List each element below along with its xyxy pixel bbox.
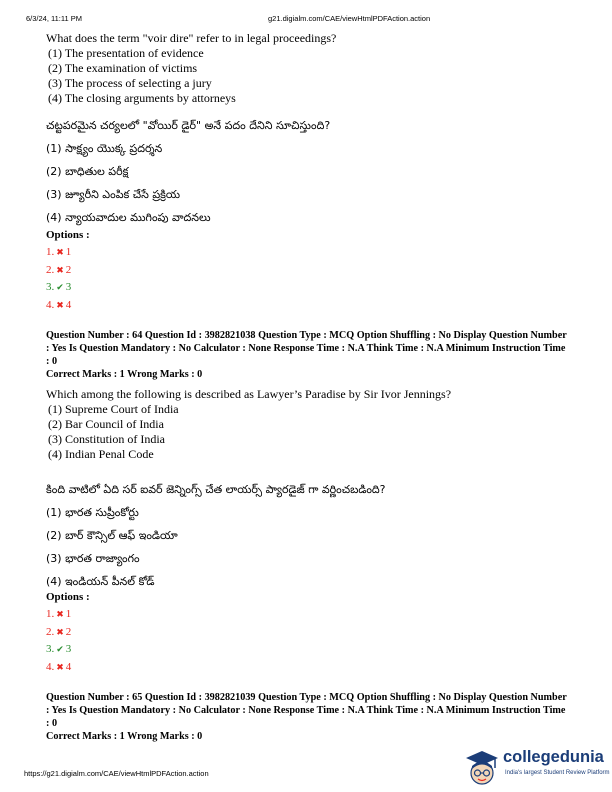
answer-option: 4. ✖ 4 xyxy=(46,660,72,673)
options-label: Options : xyxy=(46,229,90,241)
option-4: (4) The closing arguments by attorneys xyxy=(48,91,236,105)
cross-icon: ✖ xyxy=(56,248,64,258)
question-text: What does the term "voir dire" refer to in legal proceedings? xyxy=(46,31,337,45)
option-3: (3) The process of selecting a jury xyxy=(48,76,212,90)
options-label: Options : xyxy=(46,591,90,603)
print-datetime: 6/3/24, 11:11 PM xyxy=(26,14,83,23)
cross-icon: ✖ xyxy=(56,662,64,673)
option-1: (1) The presentation of evidence xyxy=(48,46,204,60)
mascot-icon xyxy=(462,748,502,788)
footer-url: https://g21.digialm.com/CAE/viewHtmlPDFAction.action xyxy=(24,769,209,778)
answer-option: 4. ✖ 4 xyxy=(46,298,72,311)
answer-option: 2. ✖ 2 xyxy=(46,263,72,276)
option-2-telugu: (2) బాధితుల పరీక్ష xyxy=(46,165,129,178)
option-3-telugu: (3) భారత రాజ్యాంగం xyxy=(46,552,140,565)
q64-answer-list xyxy=(46,606,71,676)
option-2: (2) The examination of victims xyxy=(48,61,198,75)
option-1-telugu: (1) భారత సుప్రీంకోర్టు xyxy=(46,506,139,519)
question-text: Which among the following is described as Lawyer’s Paradise by Sir Ivor Jennings? xyxy=(46,387,452,401)
q64-english xyxy=(46,387,451,462)
print-url: g21.digialm.com/CAE/viewHtmlPDFAction.action xyxy=(268,14,431,23)
option-3: (3) Constitution of India xyxy=(48,432,165,446)
q64-marks: Correct Marks : 1 Wrong Marks : 0 xyxy=(46,369,203,380)
check-icon: ✔ xyxy=(56,283,64,293)
q63-answer-list xyxy=(46,244,71,314)
brand-tagline: India's largest Student Review Platform xyxy=(505,770,610,776)
q63-english xyxy=(46,31,336,106)
option-3-telugu: (3) జ్యూరీని ఎంపిక చేసే ప్రక్రియ xyxy=(46,188,181,201)
option-4-telugu: (4) న్యాయవాదుల ముగింపు వాదనలు xyxy=(46,211,211,224)
check-icon: ✔ xyxy=(56,645,64,655)
brand-name: collegedunia xyxy=(503,748,604,766)
answer-option-correct: 3. ✔ 3 xyxy=(46,643,72,655)
cross-icon: ✖ xyxy=(56,627,64,638)
question-text-telugu: చట్టపరమైన చర్యలలో "వోయిర్ డైర్" అనే పదం దేనిని సూచిస్తుంది? xyxy=(46,119,331,132)
option-2-telugu: (2) బార్ కౌన్సిల్ ఆఫ్ ఇండియా xyxy=(46,529,178,542)
option-1: (1) Supreme Court of India xyxy=(48,402,179,416)
answer-option-correct: 3. ✔ 3 xyxy=(46,281,72,293)
cross-icon: ✖ xyxy=(56,265,64,276)
q64-meta: Question Number : 64 Question Id : 3982821038 Question Type : MCQ Option Shuffling : No Display Question Number : Yes Is Question Mandatory : No Calculator : None Response Time : N.A Think Time : N.A Minimum Instruction Time : 0 xyxy=(46,330,567,367)
cross-icon: ✖ xyxy=(56,300,64,311)
question-text-telugu: కింది వాటిలో ఏది సర్ ఐవర్ జెన్నింగ్స్ చేత లాయర్స్ ప్యారడైజ్ గా వర్ణించబడింది? xyxy=(46,483,386,496)
option-4-telugu: (4) ఇండియన్ పీనల్ కోడ్ xyxy=(46,575,155,588)
collegedunia-logo xyxy=(462,748,612,788)
q63-telugu xyxy=(46,114,330,229)
option-4: (4) Indian Penal Code xyxy=(48,447,154,461)
option-2: (2) Bar Council of India xyxy=(48,417,164,431)
answer-option: 1. ✖ 1 xyxy=(46,246,72,258)
answer-option: 1. ✖ 1 xyxy=(46,608,72,620)
q64-telugu xyxy=(46,478,386,593)
q65-marks: Correct Marks : 1 Wrong Marks : 0 xyxy=(46,731,203,742)
cross-icon: ✖ xyxy=(56,610,64,620)
option-1-telugu: (1) సాక్ష్యం యొక్క ప్రదర్శన xyxy=(46,142,163,155)
q65-meta: Question Number : 65 Question Id : 3982821039 Question Type : MCQ Option Shuffling : No Display Question Number : Yes Is Question Mandatory : No Calculator : None Response Time : N.A Think Time : N.A Minimum Instruction Time : 0 xyxy=(46,692,567,729)
answer-option: 2. ✖ 2 xyxy=(46,625,72,638)
